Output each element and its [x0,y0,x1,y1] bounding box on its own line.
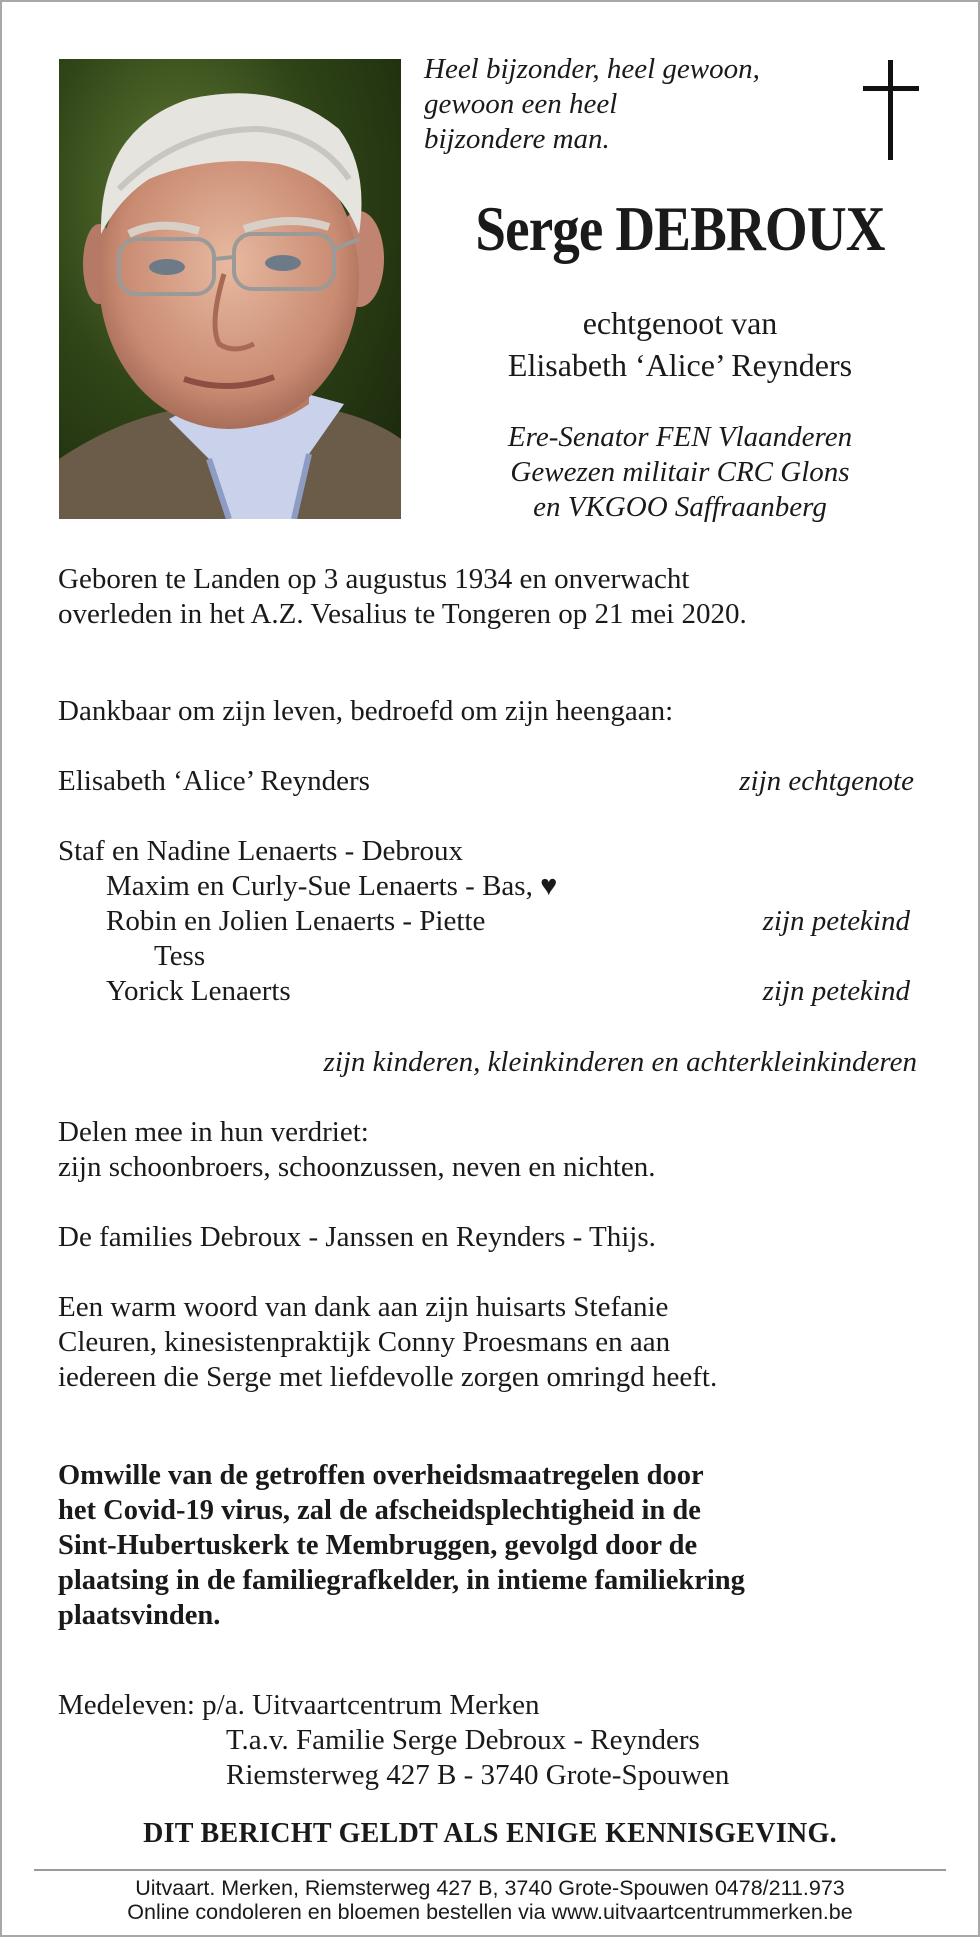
godchild-role: zijn petekind [762,905,910,937]
spouse-intro: echtgenoot van [582,305,778,341]
godchild-role: zijn petekind [762,975,910,1007]
portrait-photo [59,59,401,519]
text-line: overleden in het A.Z. Vesalius te Tongeren op 21 mei 2020. [58,598,747,630]
grandchild-name: Yorick Lenaerts [106,975,291,1007]
footer-address: Uitvaart. Merken, Riemsterweg 427 B, 3740 Grote-Spouwen 0478/211.973 [135,1876,845,1900]
spouse-name: Elisabeth ‘Alice’ Reynders [507,347,853,383]
address-line: Medeleven: p/a. Uitvaartcentrum Merken [58,1689,540,1721]
notice-line: plaatsing in de familiegrafkelder, in intieme familiekring [58,1565,745,1596]
address-line: Riemsterweg 427 B - 3740 Grote-Spouwen [226,1759,730,1791]
footer-divider [34,1869,946,1871]
families-line: De families Debroux - Janssen en Reynders - Thijs. [58,1221,656,1253]
notice-line: het Covid-19 virus, zal de afscheidsplechtigheid in de [58,1495,701,1526]
notice-line: plaatsvinden. [58,1600,221,1631]
spouse-block [420,302,940,386]
notice-line: Omwille van de getroffen overheidsmaatregelen door [58,1460,704,1491]
funeral-home-footer [0,1876,980,1924]
birth-death-text [58,562,747,632]
grandchild-name: Maxim en Curly-Sue Lenaerts - Bas, ♥ [106,870,558,902]
wife-name: Elisabeth ‘Alice’ Reynders [58,765,370,797]
sharing-intro: Delen mee in hun verdriet: [58,1116,369,1148]
ceremony-notice [58,1458,745,1633]
great-grandchild-name: Tess [154,940,206,972]
gratitude-line: Dankbaar om zijn leven, bedroefd om zijn heengaan: [58,695,674,727]
official-notice: DIT BERICHT GELDT ALS ENIGE KENNISGEVING. [143,1818,837,1849]
thanks-line: iedereen die Serge met liefdevolle zorgen omringd heeft. [58,1361,718,1393]
memorial-quote [424,52,824,157]
notice-line: Sint-Hubertuskerk te Membruggen, gevolgd door de [58,1530,698,1561]
footer-website: Online condoleren en bloemen bestellen via www.uitvaartcentrummerken.be [127,1900,853,1924]
thanks-line: Cleuren, kinesistenpraktijk Conny Proesmans en aan [58,1326,671,1358]
wife-role: zijn echtgenote [739,765,914,797]
cross-icon [861,60,921,160]
text-line: Geboren te Landen op 3 augustus 1934 en onverwacht [58,563,690,595]
title-line: en VKGOO Saffraanberg [533,491,827,523]
child-name: Staf en Nadine Lenaerts - Debroux [58,835,464,867]
title-line: Gewezen militair CRC Glons [510,456,850,488]
condolence-address [58,1688,729,1793]
deceased-name: Serge DEBROUX [475,193,885,264]
grandchild-name: Robin en Jolien Lenaerts - Piette [106,905,486,937]
title-line: Ere-Senator FEN Vlaanderen [507,421,853,453]
quote-line: bijzondere man. [424,123,610,155]
family-summary: zijn kinderen, kleinkinderen en achterkleinkinderen [323,1046,917,1078]
quote-line: Heel bijzonder, heel gewoon, [424,53,760,85]
portrait-illustration [59,59,401,519]
honorary-titles [420,420,940,525]
address-line: T.a.v. Familie Serge Debroux - Reynders [226,1724,700,1756]
sharing-relatives: zijn schoonbroers, schoonzussen, neven en nichten. [58,1151,656,1183]
thanks-line: Een warm woord van dank aan zijn huisarts Stefanie [58,1291,669,1323]
quote-line: gewoon een heel [424,88,618,120]
